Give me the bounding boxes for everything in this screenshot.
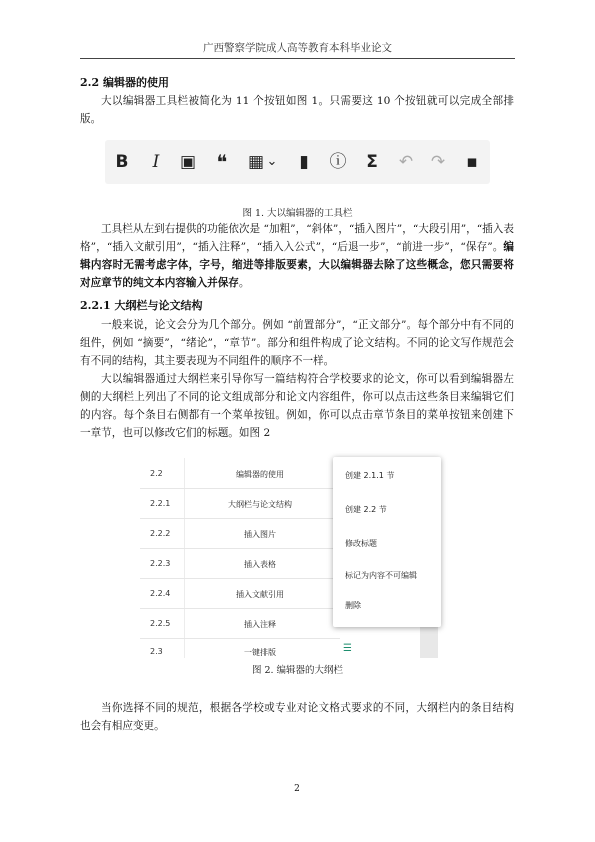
menu-item-create-2-1-1[interactable]: 创建 2.1.1 节 <box>345 471 395 480</box>
menu-item-lock[interactable]: 标记为内容不可编辑 <box>345 571 417 580</box>
header-rule <box>80 58 515 59</box>
outline-row[interactable] <box>140 490 340 519</box>
list-menu-icon[interactable]: ☰ <box>343 643 352 654</box>
outline-title: 大纲栏与论文结构 <box>228 500 292 509</box>
save-icon: ▪ <box>466 152 478 172</box>
undo-icon: ↶ <box>398 152 414 172</box>
paragraph-norms: 当你选择不同的规范，根据各学校或专业对论文格式要求的不同，大纲栏内的条目结构也会有相应变更。 <box>80 702 514 732</box>
paragraph-toolbar-functions <box>80 220 514 292</box>
figure2-caption: 图 2. 编辑器的大纲栏 <box>251 665 344 676</box>
outline-title: 插入图片 <box>244 530 276 539</box>
paragraph-toolbar-intro: 大以编辑器工具栏被简化为 11 个按钮如图 1。只需要这 10 个按钮就可以完成全部排版。 <box>80 95 514 125</box>
sigma-icon: Σ <box>366 152 378 172</box>
redo-icon: ↷ <box>430 152 446 172</box>
outline-title: 编辑器的使用 <box>236 470 284 479</box>
figure1-caption: 图 1. 大以编辑器的工具栏 <box>242 208 353 219</box>
outline-number: 2.2.1 <box>150 499 171 508</box>
outline-title: 插入注释 <box>244 620 276 629</box>
table-icon: ▦ <box>247 152 265 172</box>
paragraph-outline: 大以编辑器通过大纲栏来引导你写一篇结构符合学校要求的论文，你可以看到编辑器左侧的大纲栏上列出了不同的论文组成部分和论文内容组件，你可以点击这些条目来编辑它们的内容。每个条目右侧都有一个菜单按钮。例如，你可以点击章节条目的菜单按钮来创建下一章节，也可以修改它们的标题。如图 2 <box>80 373 514 439</box>
book-icon: ▮ <box>299 152 309 172</box>
outline-number: 2.2 <box>150 469 163 478</box>
paragraph-structure: 一般来说，论文会分为几个部分。例如 “前置部分”，“正文部分”。每个部分中有不同的组件，例如 “摘要”，“绪论”，“章节”。部分和组件构成了论文结构。不同的论文写作规范会有不同的结构，其主要表现为不同组件的顺序不一样。 <box>80 319 514 367</box>
image-icon: ▣ <box>179 152 197 172</box>
outline-number: 2.2.5 <box>150 619 171 628</box>
outline-row[interactable] <box>140 580 340 609</box>
section-heading: 2.2 编辑器的使用 <box>80 76 169 89</box>
info-icon: ⓘ <box>329 152 347 172</box>
chevron-down-icon: ⌄ <box>266 154 278 169</box>
menu-item-rename[interactable]: 修改标题 <box>345 539 377 548</box>
outline-number: 2.3 <box>150 647 163 656</box>
outline-row[interactable] <box>140 550 340 579</box>
outline-title: 插入表格 <box>244 560 276 569</box>
outline-row[interactable] <box>140 638 340 658</box>
bold-icon: B <box>115 152 129 172</box>
outline-scrollbar[interactable] <box>420 627 438 658</box>
outline-row[interactable] <box>140 520 340 549</box>
subsection-heading: 2.2.1 大纲栏与论文结构 <box>80 299 203 312</box>
outline-context-menu <box>333 457 441 627</box>
toolbar-figure <box>105 140 490 184</box>
page-header: 广西警察学院成人高等教育本科毕业论文 <box>203 42 392 54</box>
functions-end: 。 <box>238 277 250 289</box>
functions-text: 工具栏从左到右提供的功能依次是 “加粗”，“斜体”，“插入图片”，“大段引用”，“插入表格”，“插入文献引用”，“插入注释”，“插入入公式”，“后退一步”，“前进一步”，“保存”。 <box>80 223 514 253</box>
outline-number: 2.2.4 <box>150 589 171 598</box>
outline-number: 2.2.2 <box>150 529 171 538</box>
quote-icon: ❝ <box>216 150 228 174</box>
emphasis-text: 编辑内容时无需考虑字体，字号，缩进等排版要素，大以编辑器去除了这些概念，您只需要将对应章节的纯文本内容输入并保存 <box>80 241 514 289</box>
outline-number: 2.2.3 <box>150 559 171 568</box>
page-number: 2 <box>294 784 300 794</box>
outline-title: 插入文献引用 <box>236 590 284 599</box>
menu-item-create-2-2[interactable]: 创建 2.2 节 <box>345 505 387 514</box>
outline-row[interactable] <box>140 610 340 639</box>
outline-title: 一键排版 <box>244 648 276 657</box>
italic-icon: I <box>152 152 160 172</box>
outline-row[interactable] <box>140 460 340 489</box>
menu-item-delete[interactable]: 删除 <box>345 601 361 610</box>
